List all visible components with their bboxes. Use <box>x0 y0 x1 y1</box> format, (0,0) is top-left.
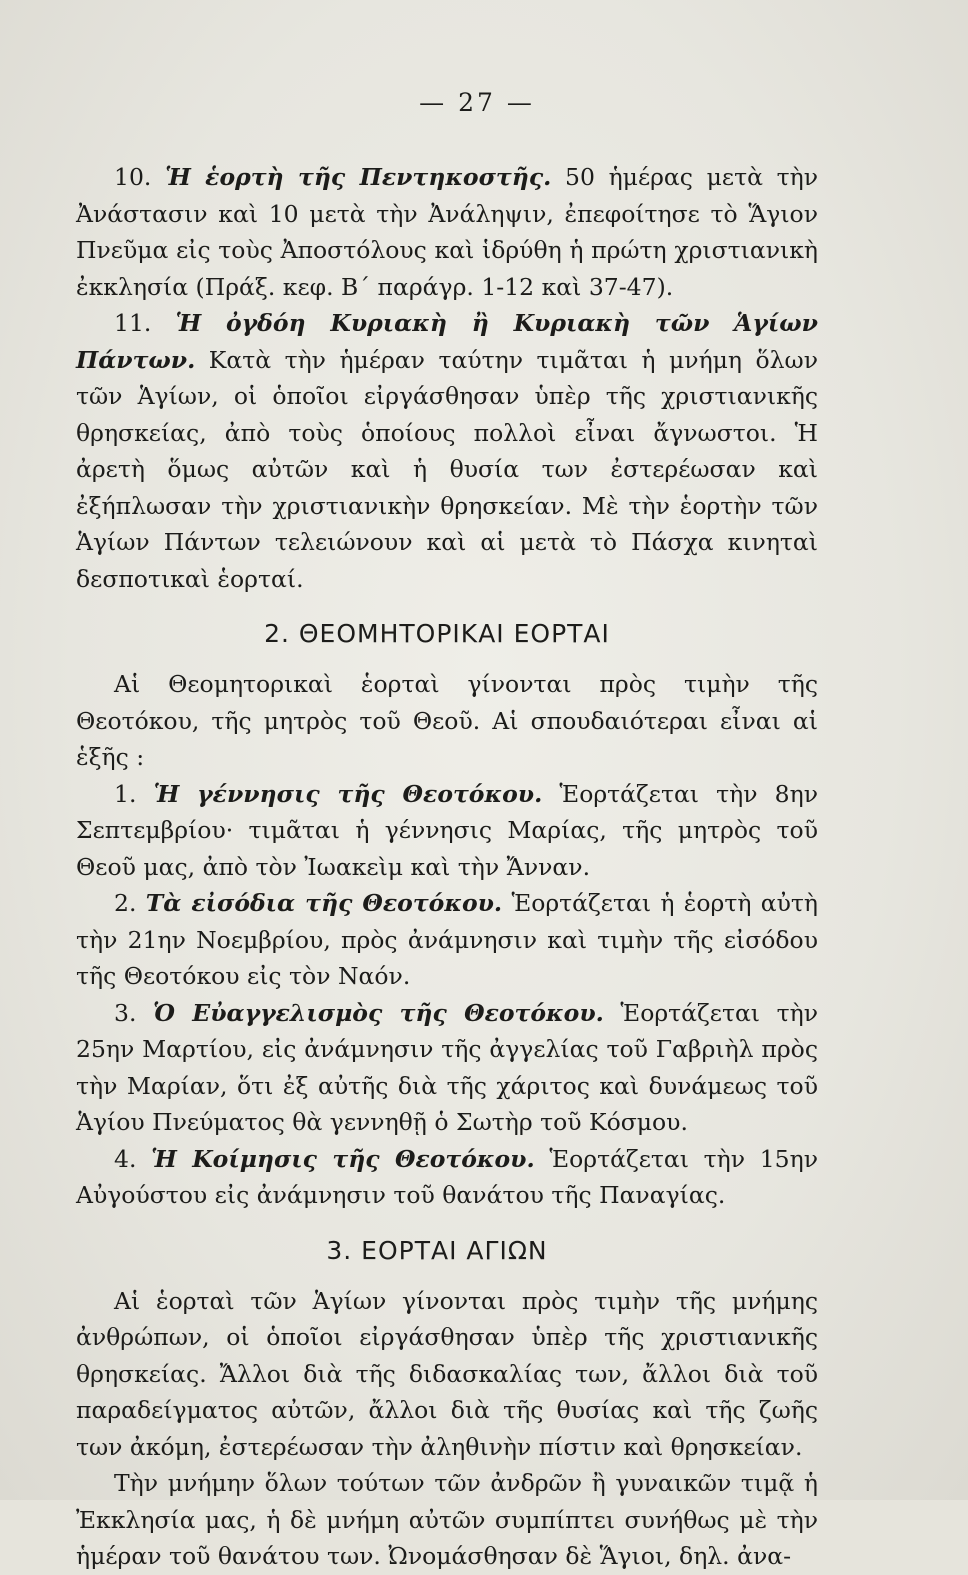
item-dormition <box>76 1141 818 1214</box>
section-intro: Αἱ Θεομητορικαὶ ἑορταὶ γίνονται πρὸς τιμὴν τῆς Θεοτόκου, τῆς μητρὸς τοῦ Θεοῦ. Αἱ σπουδαιότεραι εἶναι αἱ ἑξῆς : <box>76 670 818 771</box>
item-text: Κατὰ τὴν ἡμέραν ταύτην τιμᾶται ἡ μνήμη ὅλων τῶν Ἁγίων, οἱ ὁποῖοι εἰργάσθησαν ὑπὲρ τῆς χριστιανικῆς θρησκείας, ἀπὸ τοὺς ὁποίους πολλοὶ εἶναι ἄγνωστοι. Ἡ ἀρετὴ ὅμως αὐτῶν καὶ ἡ θυσία των ἐστερέωσαν καὶ ἐξήπλωσαν τὴν χριστιανικὴν θρησκείαν. Μὲ τὴν ἑορτὴν τῶν Ἁγίων Πάντων τελειώνουν καὶ αἱ μετὰ τὸ Πάσχα κινηταὶ δεσποτικαὶ ἑορταί. <box>76 345 818 593</box>
item-number: 3. <box>114 998 137 1027</box>
section-heading-theometorikai: 2. ΘΕΟΜΗΤΟΡΙΚΑΙ ΕΟΡΤΑΙ <box>264 619 610 648</box>
item-text: Ἑορτάζεται τὴν 8ην Σεπτεμβρίου· τιμᾶται ἡ γέννησις Μαρίας, τῆς μητρὸς τοῦ Θεοῦ μας, ἀπὸ τὸν Ἰωακεὶμ καὶ τὴν Ἄνναν. <box>76 779 818 881</box>
item-pentecost <box>76 159 818 305</box>
item-presentation-theotokos <box>76 885 818 995</box>
item-title: Ἡ γέννησις τῆς Θεοτόκου. <box>153 779 543 808</box>
item-number: 10. <box>114 163 152 191</box>
item-text: Ἑορτάζεται τὴν 25ην Μαρτίου, εἰς ἀνάμνησιν τῆς ἀγγελίας τοῦ Γαβριὴλ πρὸς τὴν Μαρίαν, ὅτι ἐξ αὐτῆς διὰ τῆς χάριτος καὶ δυνάμεως τοῦ Ἁγίου Πνεύματος θὰ γεννηθῇ ὁ Σωτὴρ τοῦ Κόσμου. <box>76 998 818 1136</box>
item-number: 2. <box>114 889 137 917</box>
item-number: 11. <box>114 309 152 337</box>
item-title: Τὰ εἰσόδια τῆς Θεοτόκου. <box>145 889 503 917</box>
item-nativity-theotokos <box>76 776 818 886</box>
item-annunciation <box>76 995 818 1141</box>
saints-paragraph: Τὴν μνήμην ὅλων τούτων τῶν ἀνδρῶν ἢ γυναικῶν τιμᾷ ἡ Ἐκκλησία μας, ἡ δὲ μνήμη αὐτῶν συμπίπτει συνήθως μὲ τὴν ἡμέραν τοῦ θανάτου των. Ὠνομάσθησαν δὲ Ἅγιοι, δηλ. ἀνα- <box>76 1469 818 1570</box>
saints-paragraph: Αἱ ἑορταὶ τῶν Ἁγίων γίνονται πρὸς τιμὴν τῆς μνήμης ἀνθρώπων, οἱ ὁποῖοι εἰργάσθησαν ὑπὲρ τῆς χριστιανικῆς θρησκείας. Ἄλλοι διὰ τῆς διδασκαλίας των, ἄλλοι διὰ τοῦ παραδείγματος αὐτῶν, ἄλλοι διὰ τῆς θυσίας καὶ τῆς ζωῆς των ἀκόμη, ἐστερέωσαν τὴν ἀληθινὴν πίστιν καὶ θρησκείαν. <box>76 1286 818 1461</box>
section-heading-saints: 3. ΕΟΡΤΑΙ ΑΓΙΩΝ <box>326 1235 548 1265</box>
item-number: 4. <box>114 1144 137 1173</box>
item-text: 50 ἡμέρας μετὰ τὴν Ἀνάστασιν καὶ 10 μετὰ τὴν Ἀνάληψιν, ἐπεφοίτησε τὸ Ἅγιον Πνεῦμα εἰς τοὺς Ἀποστόλους καὶ ἱδρύθη ἡ πρώτη χριστιανικὴ ἐκκλησία (Πράξ. κεφ. Β΄ παράγρ. 1-12 καὶ 37-47). <box>76 163 818 301</box>
page-number: — 27 — <box>419 88 535 117</box>
item-text: Ἑορτάζεται ἡ ἑορτὴ αὐτὴ τὴν 21ην Νοεμβρίου, πρὸς ἀνάμνησιν καὶ τιμὴν τῆς εἰσόδου τῆς Θεοτόκου εἰς τὸν Ναόν. <box>76 889 818 990</box>
item-all-saints <box>76 305 818 597</box>
item-title: Ἡ ἑορτὴ τῆς Πεντηκοστῆς. <box>165 163 552 191</box>
item-text: Ἑορτάζεται τὴν 15ην Αὐγούστου εἰς ἀνάμνησιν τοῦ θανάτου τῆς Παναγίας. <box>76 1144 818 1209</box>
item-title: Ἡ Κοίμησις τῆς Θεοτόκου. <box>151 1144 535 1173</box>
item-title: Ἡ ὀγδόη Κυριακὴ ἢ Κυριακὴ τῶν Ἁγίων Πάντων. <box>76 309 818 374</box>
item-number: 1. <box>114 779 137 808</box>
item-title: Ὁ Εὐαγγελισμὸς τῆς Θεοτόκου. <box>153 998 604 1027</box>
